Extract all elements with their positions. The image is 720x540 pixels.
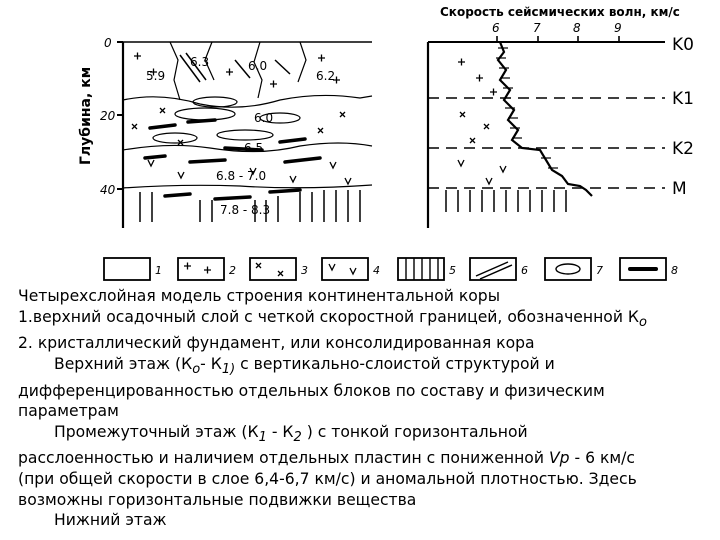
velocity-label-3: 6.0 <box>248 59 268 73</box>
boundary-label-k0: K0 <box>672 35 694 55</box>
velocity-label-8: 7.8 - 8.3 <box>220 203 271 217</box>
legend-item-5 <box>398 258 456 280</box>
velocity-axis-title: Скорость сейсмических волн, км/с <box>440 5 680 19</box>
legend <box>104 258 678 280</box>
upper-line-3: параметрам <box>18 402 119 421</box>
upper-sub-o: о <box>192 362 201 377</box>
velocity-label-2: 6.3 <box>190 55 210 69</box>
boundary-label-m: M <box>672 179 687 199</box>
caption-item-2-text: 2. кристаллический фундамент, или консолидированная кора <box>18 334 535 353</box>
middle-c: ) с тонкой горизонтальной <box>301 422 528 441</box>
upper-line-2: дифференцированностью отдельных блоков по составу и физическим <box>18 381 605 400</box>
upper-b: - К <box>200 354 222 373</box>
upper-a: Верхний этаж (К <box>54 354 193 373</box>
middle-line-2a: расслоенностью и наличием отдельных пластин с пониженной <box>18 449 549 468</box>
depth-axis-title: Глубина, км <box>78 66 94 165</box>
upper-c: с вертикально-слоистой структурой и <box>235 354 555 373</box>
velocity-label-7: 6.8 - 7.0 <box>216 169 267 183</box>
depth-tick-20: 20 <box>100 109 116 123</box>
velocity-tick-9: 9 <box>614 21 622 35</box>
middle-line-3: (при общей скорости в слое 6,4-6,7 км/с) и аномальной плотностью. Здесь <box>18 470 637 489</box>
left-crust-section <box>78 36 372 228</box>
depth-tick-40: 40 <box>100 183 116 197</box>
caption-middle-line-3 <box>18 469 718 490</box>
legend-item-6 <box>470 258 528 280</box>
legend-item-1 <box>104 258 162 280</box>
legend-item-2 <box>178 258 236 280</box>
legend-label-4: 4 <box>373 264 380 277</box>
right-velocity-profile <box>428 5 694 228</box>
legend-label-2: 2 <box>229 264 236 277</box>
caption-middle-line-2 <box>18 448 718 469</box>
caption-middle-floor <box>18 422 718 449</box>
velocity-label-4: 6.2 <box>316 69 336 83</box>
velocity-tick-7: 7 <box>533 21 541 35</box>
middle-line-4: возможны горизонтальные подвижки вещества <box>18 490 417 509</box>
middle-a: Промежуточный этаж (К <box>54 422 259 441</box>
middle-vp: Vp <box>548 449 570 468</box>
boundary-label-k2: K2 <box>672 139 694 159</box>
caption-middle-line-4 <box>18 490 718 511</box>
velocity-label-6: 6.5 <box>244 141 264 155</box>
legend-label-3: 3 <box>301 264 308 277</box>
middle-line-2b: - 6 км/с <box>569 449 635 468</box>
velocity-profile-curve <box>498 42 592 196</box>
middle-b: - К <box>266 422 294 441</box>
legend-label-5: 5 <box>449 264 456 277</box>
caption-text <box>18 286 718 531</box>
legend-item-8 <box>620 258 678 280</box>
legend-label-1: 1 <box>155 264 162 277</box>
legend-item-3 <box>250 258 308 280</box>
lower-floor-text: Нижний этаж <box>54 511 167 530</box>
middle-sub-2: 2 <box>293 429 302 445</box>
caption-title <box>18 286 718 307</box>
caption-upper-line-2 <box>18 381 718 402</box>
caption-lower-floor <box>18 510 718 531</box>
velocity-label-5: 6.0 <box>254 111 274 125</box>
legend-item-4 <box>322 258 380 280</box>
boundary-label-k1: K1 <box>672 89 694 109</box>
caption-item-1-sub: о <box>639 314 647 330</box>
velocity-label-1: 5.9 <box>146 69 166 83</box>
legend-item-7 <box>545 258 603 280</box>
caption-upper-line-3 <box>18 401 718 422</box>
depth-tick-0: 0 <box>104 36 112 50</box>
caption-item-1 <box>18 307 718 334</box>
caption-title-text: Четырехслойная модель строения континентальной коры <box>18 287 501 305</box>
upper-sub-1: 1) <box>221 362 236 377</box>
caption-item-2 <box>18 333 718 354</box>
velocity-tick-8: 8 <box>573 21 581 35</box>
legend-label-6: 6 <box>521 264 528 277</box>
middle-sub-1: 1 <box>258 429 267 445</box>
legend-label-8: 8 <box>671 264 678 277</box>
legend-label-7: 7 <box>596 264 603 277</box>
caption-upper-floor <box>18 354 718 381</box>
caption-item-1-text: 1.верхний осадочный слой с четкой скоростной границей, обозначенной К <box>18 307 639 326</box>
velocity-tick-6: 6 <box>492 21 500 35</box>
